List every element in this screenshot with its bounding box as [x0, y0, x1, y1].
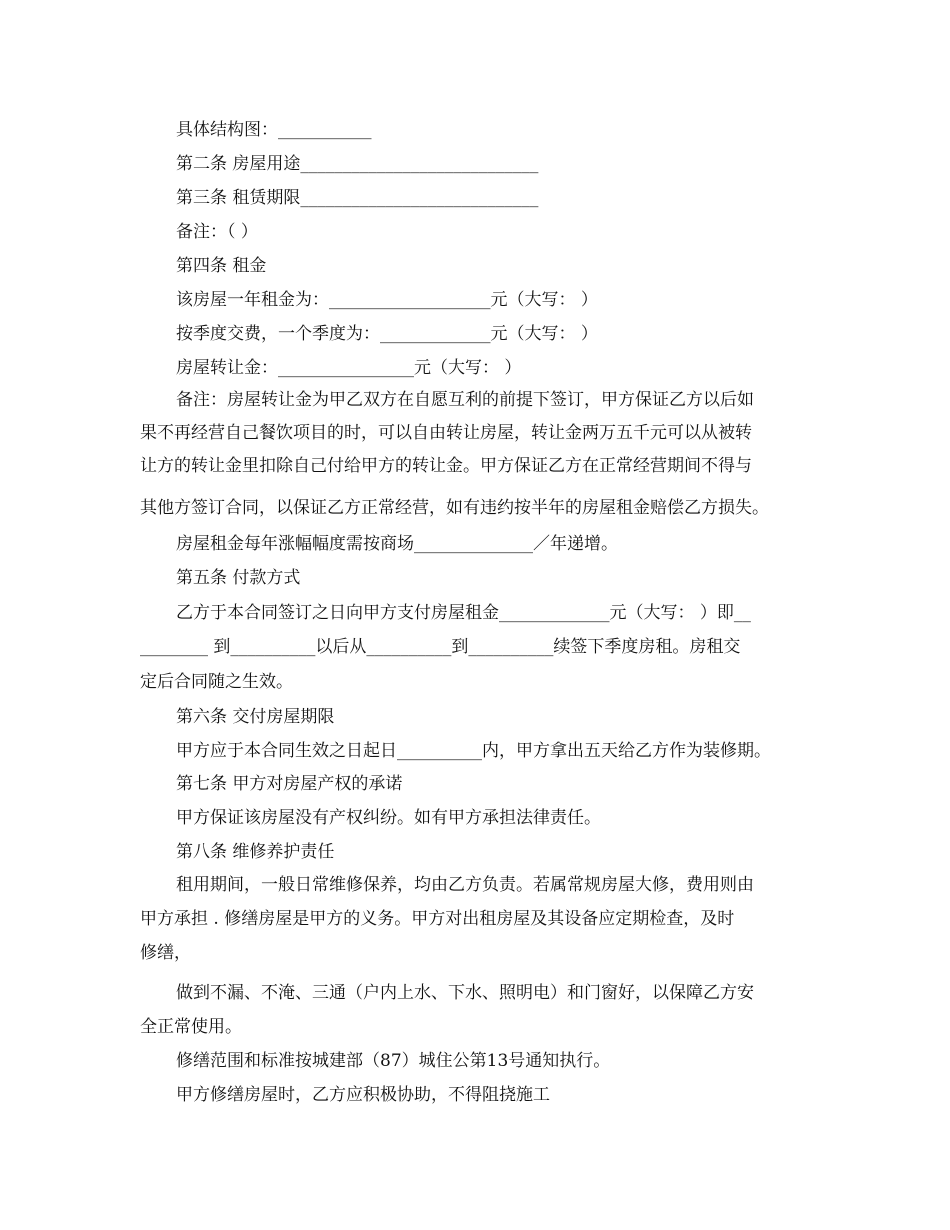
line-article-4: 第四条 租金 [176, 256, 267, 276]
line-article-2: 第二条 房屋用途____________________________ [176, 154, 539, 174]
line-repair-standard: 修缮范围和标准按城建部（87）城住公第13号通知执行。 [176, 1051, 611, 1071]
line-payment-a: 乙方于本合同签订之日向甲方支付房屋租金_____________元（大写： ）即__ [176, 603, 751, 623]
line-payment-c: 定后合同随之生效。 [140, 672, 293, 692]
line-payment-b: ________ 到__________以后从__________到__________续签下季度房租。房租交 [140, 637, 741, 657]
line-article-7: 第七条 甲方对房屋产权的承诺 [176, 774, 403, 794]
line-note-2-c: 让方的转让金里扣除自己付给甲方的转让金。甲方保证乙方在正常经营期间不得与 [140, 456, 752, 476]
line-rent-increase: 房屋租金每年涨幅幅度需按商场______________／年递增。 [176, 534, 618, 554]
line-structure-diagram: 具体结构图：___________ [176, 120, 372, 140]
line-repair-cooperation: 甲方修缮房屋时，乙方应积极协助，不得阻挠施工 [176, 1085, 550, 1105]
line-maintenance-a: 租用期间，一般日常维修保养，均由乙方负责。若属常规房屋大修，费用则由 [176, 875, 754, 895]
line-delivery: 甲方应于本合同生效之日起日__________内，甲方拿出五天给乙方作为装修期。 [176, 741, 771, 761]
line-note-2-d: 其他方签订合同，以保证乙方正常经营，如有违约按半年的房屋租金赔偿乙方损失。 [140, 498, 769, 518]
line-title-promise: 甲方保证该房屋没有产权纠纷。如有甲方承担法律责任。 [176, 808, 601, 828]
line-article-3: 第三条 租赁期限____________________________ [176, 188, 539, 208]
line-article-5: 第五条 付款方式 [176, 568, 301, 588]
line-note-2-b: 果不再经营自己餐饮项目的时，可以自由转让房屋，转让金两万五千元可以从被转 [140, 423, 752, 443]
line-transfer-fee: 房屋转让金：________________元（大写： ） [176, 358, 522, 378]
line-maintenance-d: 做到不漏、不淹、三通（户内上水、下水、照明电）和门窗好，以保障乙方安 [176, 983, 754, 1003]
line-maintenance-b: 甲方承担 . 修缮房屋是甲方的义务。甲方对出租房屋及其设备应定期检查，及时 [140, 909, 735, 929]
line-annual-rent: 该房屋一年租金为：___________________元（大写： ） [176, 290, 598, 310]
line-maintenance-e: 全正常使用。 [140, 1017, 242, 1037]
line-article-8: 第八条 维修养护责任 [176, 842, 335, 862]
line-note-1: 备注：（ ） [176, 222, 258, 242]
line-quarterly-rent: 按季度交费，一个季度为：_____________元（大写： ） [176, 324, 598, 344]
line-note-2-a: 备注：房屋转让金为甲乙双方在自愿互利的前提下签订，甲方保证乙方以后如 [176, 390, 754, 410]
line-maintenance-c: 修缮， [140, 943, 191, 963]
line-article-6: 第六条 交付房屋期限 [176, 707, 335, 727]
